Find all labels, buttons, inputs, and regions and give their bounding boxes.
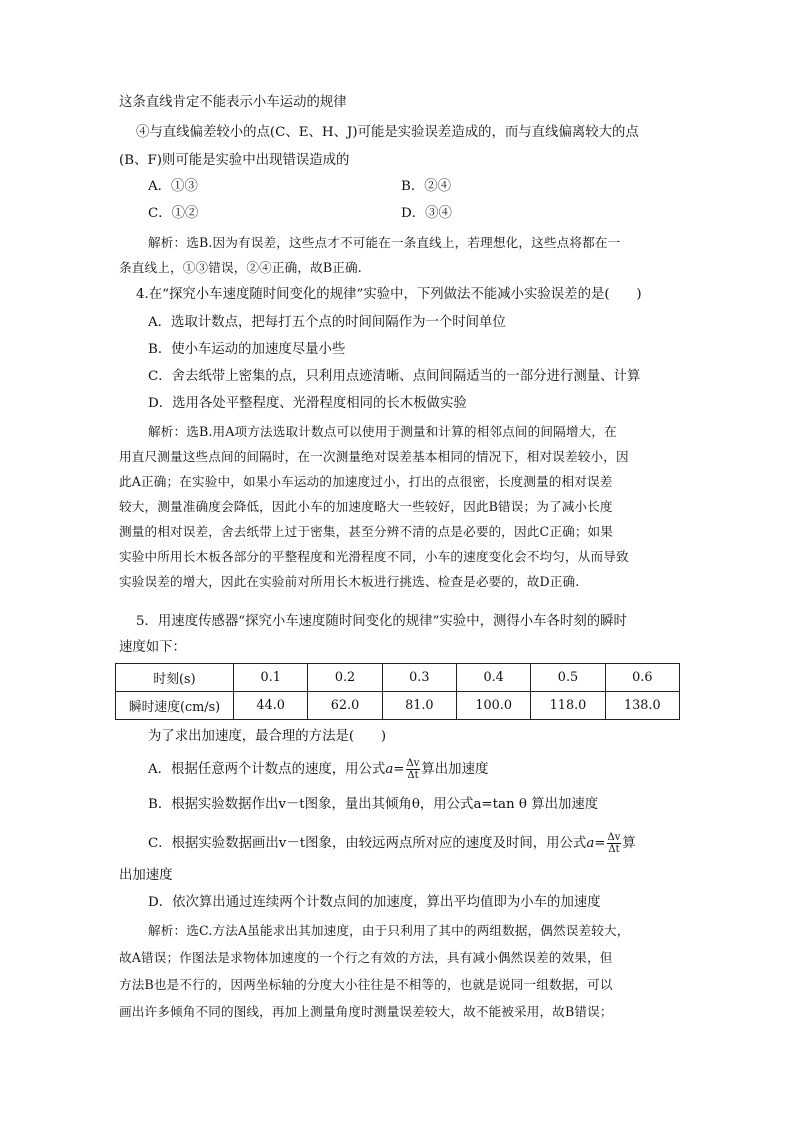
analysis-line: 解析：选B.用A项方法选取计数点可以使用于测量和计算的相邻点间的间隔增大，在 xyxy=(148,424,617,439)
speed-table xyxy=(115,663,680,720)
table-cell: 0.3 xyxy=(382,664,456,692)
analysis-line: 解析：选C.方法A虽能求出其加速度，由于只利用了其中的两组数据，偶然误差较大， xyxy=(148,923,630,938)
formula-eq: = xyxy=(594,836,606,851)
formula-var: a xyxy=(586,836,595,851)
fraction-numerator: Δv xyxy=(607,832,621,843)
table-cell: 0.2 xyxy=(308,664,382,692)
formula-eq: = xyxy=(393,762,405,777)
fraction-denominator: Δt xyxy=(608,844,620,855)
table-cell: 0.1 xyxy=(234,664,308,692)
option-text: 算出加速度 xyxy=(421,762,489,777)
question-5-stem: 5．用速度传感器“探究小车速度随时间变化的规律”实验中，测得小车各时刻的瞬时 xyxy=(136,614,627,629)
q4-option-b: B．使小车运动的加速度尽量小些 xyxy=(148,342,346,357)
text-line: (B、F)则可能是实验中出现错误造成的 xyxy=(119,153,350,168)
table-cell: 0.5 xyxy=(531,664,605,692)
analysis-line: 方法B也是不行的，因两坐标轴的分度大小往往是不相等的，也就是说同一组数据，可以 xyxy=(119,977,613,992)
fraction xyxy=(607,832,622,855)
table-cell: 62.0 xyxy=(308,692,382,720)
analysis-line: 测量的相对误差，舍去纸带上过于密集，甚至分辨不清的点是必要的，因此C正确；如果 xyxy=(119,524,614,539)
text-line: ④与直线偏差较小的点(C、E、H、J)可能是实验误差造成的，而与直线偏离较大的点 xyxy=(136,125,639,140)
option-a: A．①③ xyxy=(148,179,198,194)
q5-option-a xyxy=(148,758,488,781)
table-row xyxy=(116,692,680,720)
fraction xyxy=(406,758,421,781)
q5-option-c xyxy=(148,832,636,855)
table-cell: 118.0 xyxy=(531,692,605,720)
q4-option-a: A．选取计数点，把每打五个点的时间间隔作为一个时间单位 xyxy=(148,315,506,330)
option-text: C．根据实验数据画出v－t图象，由较远两点所对应的速度及时间，用公式 xyxy=(148,836,587,851)
option-text: A．根据任意两个计数点的速度，用公式 xyxy=(148,762,386,777)
analysis-line: 实验中所用长木板各部分的平整程度和光滑程度不同，小车的速度变化会不均匀，从而导致 xyxy=(119,549,629,564)
option-text: 算 xyxy=(622,836,636,851)
option-c: C．①② xyxy=(148,206,199,221)
table-cell: 81.0 xyxy=(382,692,456,720)
question-5-prompt: 为了求出加速度，最合理的方法是( ) xyxy=(148,729,387,744)
q5-option-c-cont: 出加速度 xyxy=(119,868,173,883)
q5-option-b: B．根据实验数据作出v－t图象，量出其倾角θ，用公式a=tan θ 算出加速度 xyxy=(148,797,599,812)
q4-option-d: D．选用各处平整程度、光滑程度相同的长木板做实验 xyxy=(148,396,467,411)
question-4-stem: 4.在“探究小车速度随时间变化的规律”实验中，下列做法不能减小实验误差的是( ) xyxy=(136,287,642,302)
analysis-line: 条直线上，①③错误，②④正确，故B正确. xyxy=(119,260,362,275)
table-cell: 44.0 xyxy=(234,692,308,720)
option-d: D．③④ xyxy=(401,206,452,221)
table-cell: 138.0 xyxy=(605,692,679,720)
formula-var: a xyxy=(385,762,394,777)
option-b: B．②④ xyxy=(401,179,452,194)
fraction-denominator: Δt xyxy=(407,770,419,781)
q5-option-d: D．依次算出通过连续两个计数点间的加速度，算出平均值即为小车的加速度 xyxy=(148,895,601,910)
analysis-line: 实验误差的增大，因此在实验前对所用长木板进行挑选、检查是必要的，故D正确. xyxy=(119,574,580,589)
table-cell: 100.0 xyxy=(456,692,530,720)
analysis-line: 画出许多倾角不同的图线，再加上测量角度时测量误差较大，故不能被采用，故B错误； xyxy=(119,1004,613,1019)
table-row xyxy=(116,664,680,692)
question-5-stem: 速度如下： xyxy=(119,640,186,655)
analysis-line: 用直尺测量这些点间的间隔时，在一次测量绝对误差基本相同的情况下，相对误差较小，因 xyxy=(119,449,629,464)
analysis-line: 故A错误；作图法是求物体加速度的一个行之有效的方法，具有减小偶然误差的效果，但 xyxy=(119,950,613,965)
table-header-cell: 瞬时速度(cm/s) xyxy=(116,692,234,720)
fraction-numerator: Δv xyxy=(406,758,420,769)
analysis-line: 较大，测量准确度会降低，因此小车的加速度略大一些较好，因此B错误；为了减小长度 xyxy=(119,499,613,514)
table-cell: 0.4 xyxy=(456,664,530,692)
table-header-cell: 时刻(s) xyxy=(116,664,234,692)
analysis-line: 解析：选B.因为有误差，这些点才不可能在一条直线上，若理想化，这些点将都在一 xyxy=(148,235,621,250)
analysis-line: 此A正确；在实验中，如果小车运动的加速度过小，打出的点很密，长度测量的相对误差 xyxy=(119,474,613,489)
q4-option-c: C．舍去纸带上密集的点，只利用点迹清晰、点间间隔适当的一部分进行测量、计算 xyxy=(148,369,641,384)
text-line: 这条直线肯定不能表示小车运动的规律 xyxy=(119,95,347,110)
table-cell: 0.6 xyxy=(605,664,679,692)
